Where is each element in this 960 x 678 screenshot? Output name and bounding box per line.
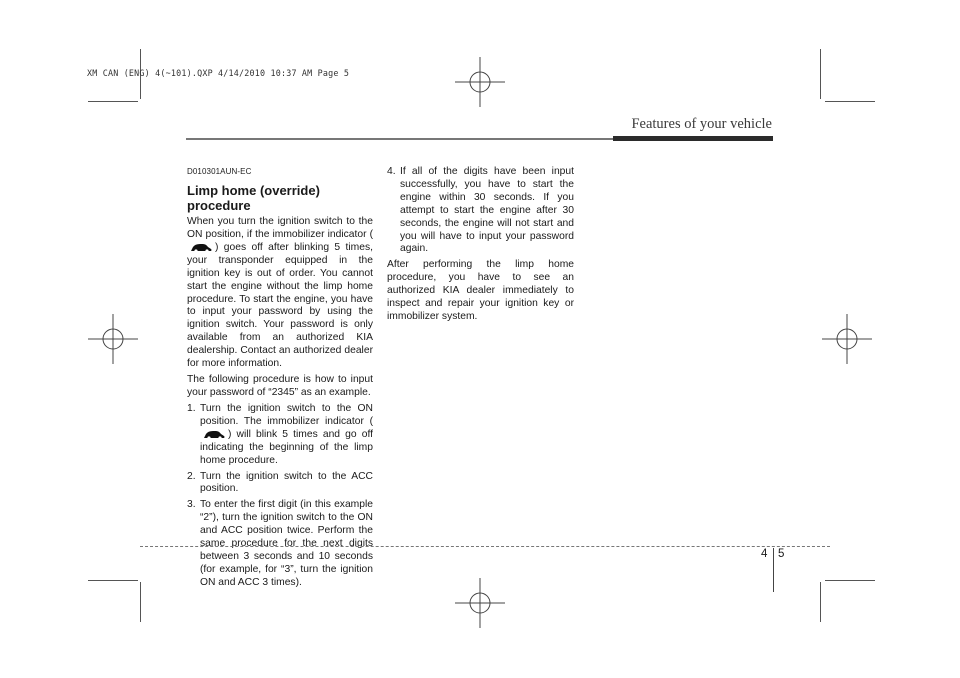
chapter-number: 4 [761,548,768,560]
registration-mark [822,314,872,364]
registration-mark [455,578,505,628]
crop-mark [88,101,138,102]
intro-text-a: When you turn the ignition switch to the ON position, if the immobilizer indicator ( [187,215,373,240]
car-key-icon [188,242,214,253]
step-text: To enter the first digit (in this example “2”), turn the ignition switch to the ON and ACC position twice. Perform the same procedure for the next digits between 3 seconds and 10 seconds (for example, for “3”, turn the ignition ON and ACC 3 times). [200,499,373,588]
section-code: D010301AUN-EC [187,167,252,176]
step-text: Turn the ignition switch to the ACC position. [200,470,373,495]
crop-mark [820,49,821,99]
intro-text-b: ) goes off after blinking 5 times, your transponder equipped in the ignition key is out of order. You cannot start the engine without the limp home procedure. To start the engine, you have to input your password by using the ignition switch. Your password is only available from an authorized KIA dealership. Contact an authorized dealer for more information. [187,241,373,370]
step-item [187,471,373,497]
footer-rule [140,546,830,547]
step-text-a: Turn the ignition switch to the ON position. The immobilizer indicator ( [200,402,373,427]
registration-mark [455,57,505,107]
crop-mark [825,101,875,102]
print-slug: XM CAN (ENG) 4(~101).QXP 4/14/2010 10:37 AM Page 5 [87,68,350,78]
step-number: 3. [187,499,196,511]
crop-mark [820,582,821,622]
crop-mark [140,582,141,622]
left-column [187,166,373,593]
page-number-separator [773,548,774,592]
closing-paragraph: After performing the limp home procedure, you have to see an authorized KIA dealer immediately to inspect and repair your ignition key or immobilizer system. [387,259,574,322]
step-text [200,403,373,468]
step-item [187,403,373,468]
registration-mark [88,314,138,364]
step-item [387,166,574,256]
crop-mark [825,580,875,581]
section-heading: Limp home (override) procedure [187,182,320,213]
section-title: Features of your vehicle [631,116,772,132]
page-number: 5 [778,548,785,560]
step-number: 2. [187,470,196,482]
right-column [387,166,574,327]
step-text-b: ) will blink 5 times and go off indicating the beginning of the limp home procedure. [200,428,373,466]
crop-mark [88,580,138,581]
header-tab-bar [613,136,773,141]
car-key-icon [201,429,227,440]
intro-paragraph [187,216,373,371]
step-number: 4. [387,166,396,177]
step-item [187,499,373,589]
step-number: 1. [187,402,196,414]
step-text: If all of the digits have been input successfully, you have to start the engine within 30 seconds. If you attempt to start the engine after 30 seconds, the engine will not start and you will have to input your password again. [400,166,574,255]
example-paragraph: The following procedure is how to input your password of “2345” as an example. [187,374,373,398]
